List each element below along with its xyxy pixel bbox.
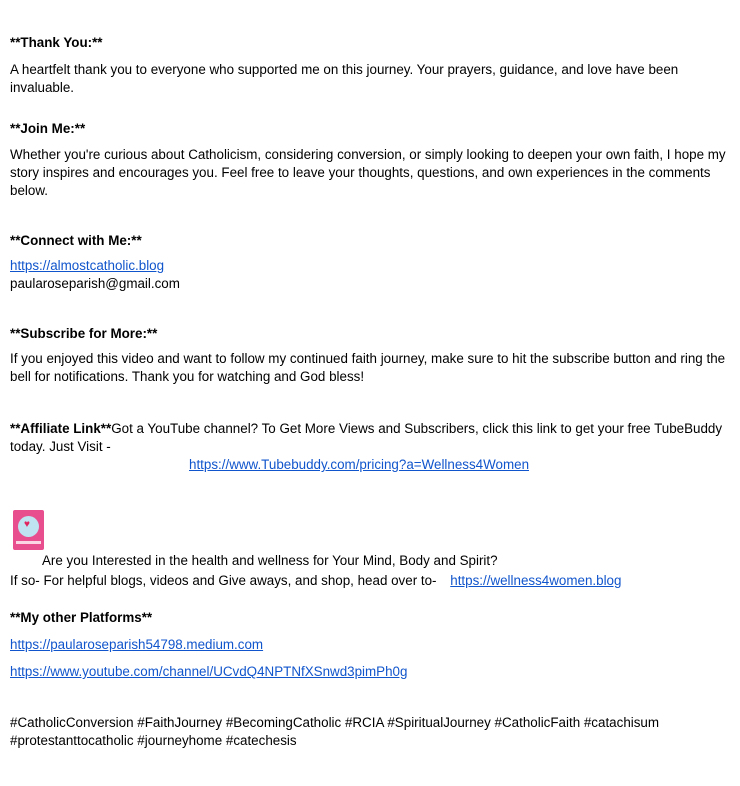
wellness-logo-icon[interactable]: ♥ xyxy=(13,510,44,550)
blog-link[interactable]: https://almostcatholic.blog xyxy=(10,258,165,273)
tubebuddy-link-row xyxy=(189,456,529,474)
affiliate-heading: **Affiliate Link** xyxy=(10,421,112,436)
medium-link[interactable]: https://paularoseparish54798.medium.com xyxy=(10,637,264,652)
youtube-link-row xyxy=(10,663,407,681)
join-me-heading: **Join Me:** xyxy=(10,121,86,136)
connect-blog-link-row xyxy=(10,257,164,275)
thank-you-text: A heartfelt thank you to everyone who supported me on this journey. Your prayers, guidance, and love have been invaluable. xyxy=(10,62,679,95)
medium-link-row xyxy=(10,636,263,654)
join-me-text: Whether you're curious about Catholicism, considering conversion, or simply looking to deepen your own faith, I hope my story inspires and encourages you. Feel free to leave your thoughts, questions, and own experiences in the comments below. xyxy=(10,147,726,198)
wellness-question: Are you Interested in the health and wellness for Your Mind, Body and Spirit? xyxy=(42,553,498,568)
youtube-link[interactable]: https://www.youtube.com/channel/UCvdQ4NPTNfXSnwd3pimPh0g xyxy=(10,664,408,679)
affiliate-text xyxy=(10,420,730,456)
connect-heading: **Connect with Me:** xyxy=(10,233,142,248)
thank-you-heading: **Thank You:** xyxy=(10,35,103,50)
contact-email: paularoseparish@gmail.com xyxy=(10,276,180,291)
affiliate-body: Got a YouTube channel? To Get More Views and Subscribers, click this link to get your free TubeBuddy today. Just Visit - xyxy=(10,421,723,454)
subscribe-text: If you enjoyed this video and want to follow my continued faith journey, make sure to hit the subscribe button and ring the bell for notifications. Thank you for watching and God bless! xyxy=(10,351,726,384)
tubebuddy-link[interactable]: https://www.Tubebuddy.com/pricing?a=Wellness4Women xyxy=(189,457,530,472)
wellness-link[interactable]: https://wellness4women.blog xyxy=(450,573,622,588)
subscribe-heading: **Subscribe for More:** xyxy=(10,326,158,341)
hashtags: #CatholicConversion #FaithJourney #BecomingCatholic #RCIA #SpiritualJourney #CatholicFaith #catachisum #protestanttocatholic #journeyhome #catechesis xyxy=(10,715,660,748)
wellness-prompt: If so- For helpful blogs, videos and Give aways, and shop, head over to- xyxy=(10,573,437,588)
wellness-line xyxy=(10,572,621,590)
platforms-heading: **My other Platforms** xyxy=(10,610,153,625)
